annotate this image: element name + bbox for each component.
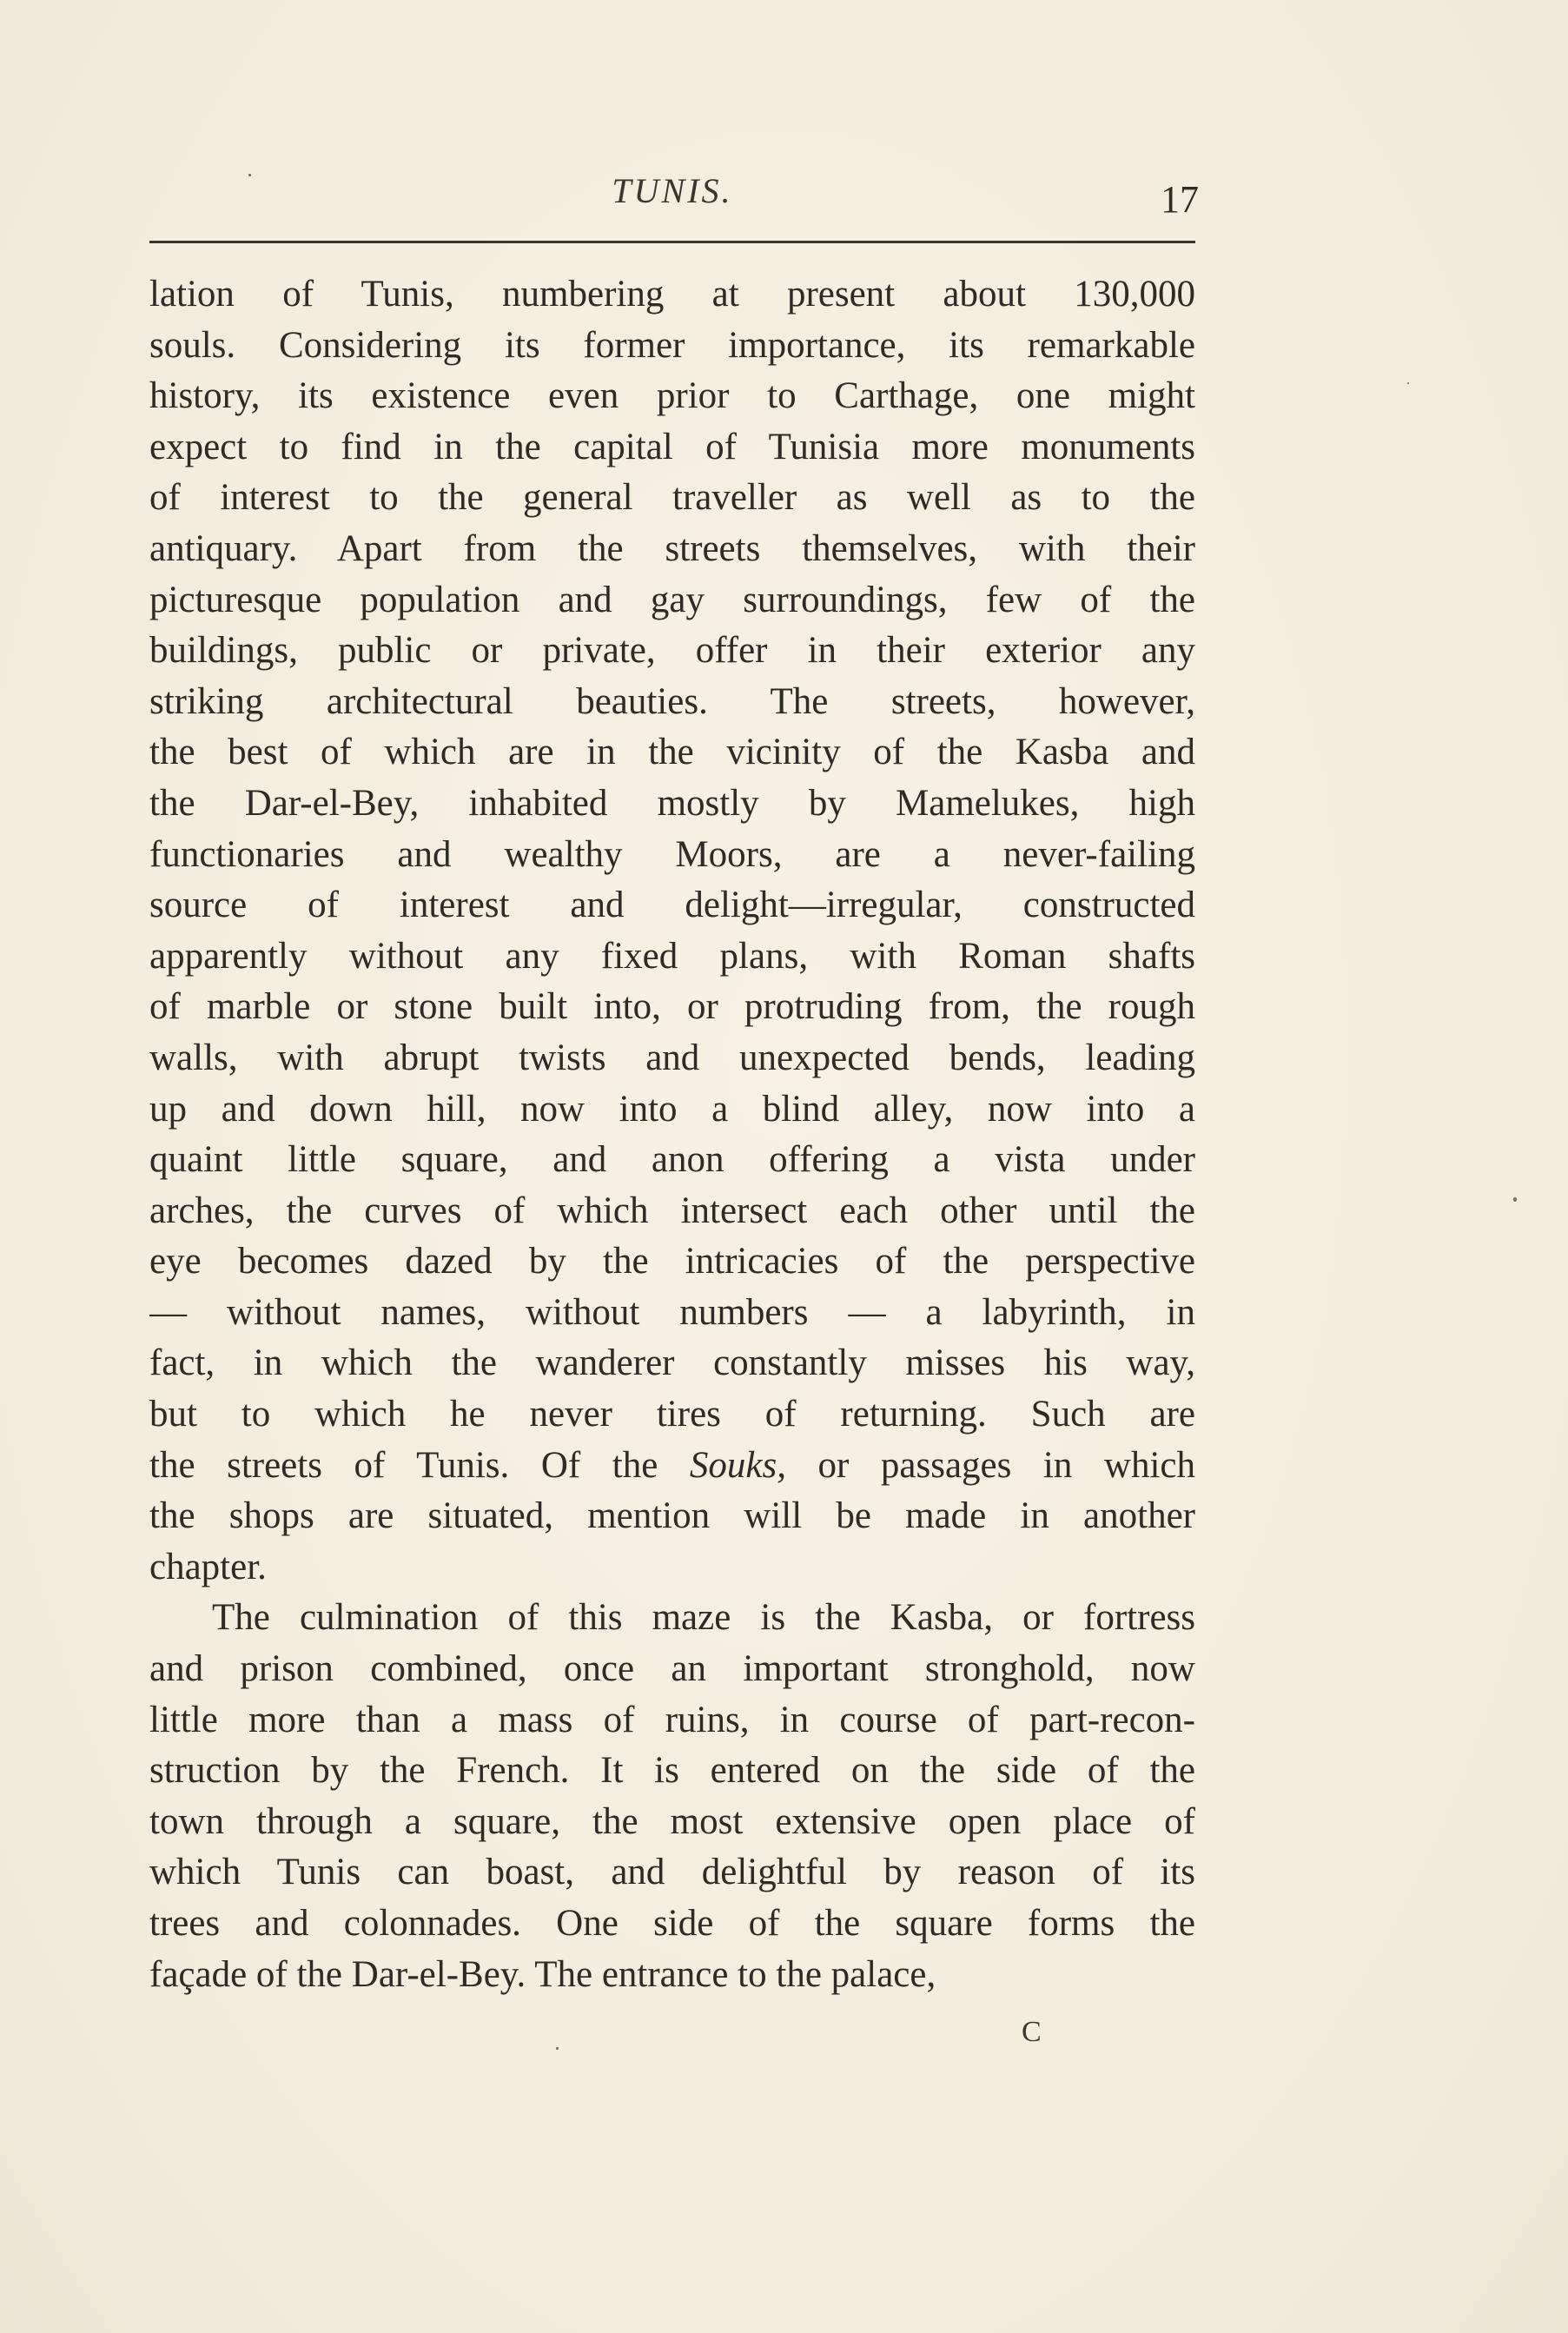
text-line: lation of Tunis, numbering at present about 130,000 [149,274,1195,315]
text-line: chapter. [149,1546,267,1587]
text-line: expect to find in the capital of Tunisia more monuments [149,426,1195,467]
text-line: arches, the curves of which intersect each other until the [149,1190,1195,1231]
text-line: town through a square, the most extensive open place of [149,1800,1195,1842]
text-line: of marble or stone built into, or protruding from, the rough [149,986,1195,1028]
text-line: the best of which are in the vicinity of the Kasba and [149,732,1195,773]
text-line: apparently without any fixed plans, with Roman shafts [149,935,1195,977]
text-line: souls. Considering its former importance, its remarkable [149,324,1195,366]
text-line: fact, in which the wanderer constantly misses his way, [149,1342,1195,1384]
text-segment: or passages in which [785,1444,1195,1486]
text-line: little more than a mass of ruins, in course of part-recon- [149,1699,1195,1740]
text-line: The culmination of this maze is the Kasba, or fortress [212,1597,1195,1639]
paper-speck [556,2047,559,2050]
text-line: trees and colonnades. One side of the square forms the [149,1903,1195,1944]
paper-speck [1513,1197,1517,1202]
text-line: picturesque population and gay surroundings, few of the [149,579,1195,620]
paragraph [149,269,1195,1593]
text-line: source of interest and delight—irregular, constructed [149,885,1195,926]
text-line: façade of the Dar-el-Bey. The entrance to the palace, [149,1953,936,1995]
text-line: quaint little square, and anon offering a vista under [149,1139,1195,1181]
text-line: struction by the French. It is entered on the side of the [149,1750,1195,1792]
page-header [149,170,1199,228]
text-line: the shops are situated, mention will be made in another [149,1495,1195,1537]
text-line: walls, with abrupt twists and unexpected bends, leading [149,1037,1195,1078]
text-line: up and down hill, now into a blind alley, now into a [149,1088,1195,1130]
page-number: 17 [1161,178,1199,221]
signature-mark: C [1022,2016,1042,2048]
header-rule [149,241,1195,243]
running-head: TUNIS. [612,171,733,210]
text-line: buildings, public or private, offer in their exterior any [149,630,1195,672]
text-line: functionaries and wealthy Moors, are a never-failing [149,833,1195,875]
text-line: — without names, without numbers — a labyrinth, in [149,1291,1195,1333]
body-text [149,269,1195,2000]
italic-term: Souks, [689,1444,786,1486]
text-line: but to which he never tires of returning. Such are [149,1394,1195,1435]
text-line: history, its existence even prior to Carthage, one might [149,375,1195,417]
text-line [149,1441,1195,1492]
text-line: eye becomes dazed by the intricacies of the perspective [149,1241,1195,1282]
paper-speck [1407,382,1409,384]
text-line: of interest to the general traveller as well as to the [149,477,1195,519]
paper-speck [248,174,251,176]
text-line: the Dar-el-Bey, inhabited mostly by Mamelukes, high [149,782,1195,824]
paragraph [149,1593,1195,2000]
text-line: which Tunis can boast, and delightful by reason of its [149,1852,1195,1893]
text-segment: the streets of Tunis. Of the [149,1444,690,1486]
text-line: striking architectural beauties. The streets, however, [149,680,1195,722]
text-line: antiquary. Apart from the streets themselves, with their [149,527,1195,569]
text-line: and prison combined, once an important stronghold, now [149,1648,1195,1690]
